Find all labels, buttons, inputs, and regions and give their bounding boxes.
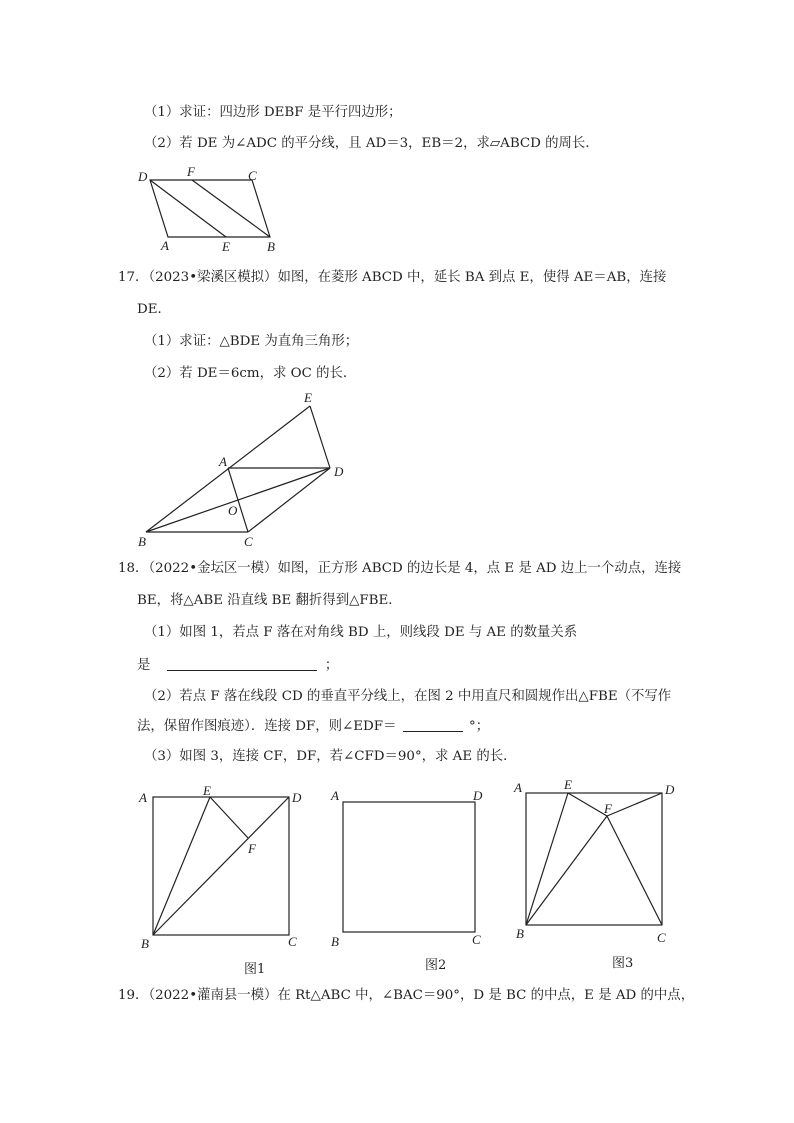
q17-part2: （2）若 DE＝6cm，求 OC 的长． bbox=[144, 366, 357, 381]
q16-part1: （1）求证：四边形 DEBF 是平行四边形； bbox=[144, 105, 402, 120]
diagonal-ac bbox=[228, 468, 248, 532]
q18-part1-b bbox=[137, 656, 338, 675]
label-b: B bbox=[267, 239, 275, 254]
segment-fc bbox=[607, 816, 662, 925]
label-b: B bbox=[141, 936, 149, 951]
segment-ef bbox=[210, 797, 248, 838]
q17-line2: DE． bbox=[137, 302, 171, 317]
label-c: C bbox=[244, 534, 253, 549]
square-abcd bbox=[343, 802, 475, 932]
q18-part2-b-pre: 法，保留作图痕迹）．连接 DF，则∠EDF＝ bbox=[137, 719, 397, 734]
figure-1-caption: 图1 bbox=[244, 962, 266, 977]
q18-part1-b-pre: 是 bbox=[137, 658, 151, 673]
q19-line1: 19．（2022•灌南县一模）在 Rt△ABC 中，∠BAC＝90°，D 是 BC 的中点，E 是 AD 的中点， bbox=[118, 988, 695, 1003]
label-e: E bbox=[203, 783, 211, 798]
q18-part2-b bbox=[137, 717, 489, 736]
label-c: C bbox=[288, 934, 297, 949]
label-c: C bbox=[248, 168, 257, 183]
answer-blank-2[interactable] bbox=[403, 717, 463, 732]
q18-part3: （3）如图 3，连接 CF，DF，若∠CFD＝90°，求 AE 的长． bbox=[144, 749, 517, 764]
label-d: D bbox=[473, 788, 483, 803]
q18-part2-b-post: °； bbox=[469, 719, 490, 734]
q18-part1-b-post: ； bbox=[324, 658, 339, 673]
label-o: O bbox=[228, 503, 238, 518]
segment-ef bbox=[568, 793, 607, 816]
parallelogram-abcd bbox=[150, 180, 270, 237]
q18-part2-a: （2）若点 F 落在线段 CD 的垂直平分线上，在图 2 中用直尺和圆规作出△FBE（不写作 bbox=[144, 689, 672, 704]
label-a: A bbox=[139, 790, 147, 805]
label-e: E bbox=[304, 390, 312, 405]
segment-fd bbox=[607, 793, 662, 816]
label-a: A bbox=[219, 454, 227, 469]
segment-dc bbox=[248, 468, 330, 532]
q18-line1: 18．（2022•金坛区一模）如图，正方形 ABCD 的边长是 4，点 E 是 AD 边上一个动点，连接 bbox=[118, 561, 682, 576]
q18-line2: BE，将△ABE 沿直线 BE 翻折得到△FBE． bbox=[137, 593, 402, 608]
label-e: E bbox=[564, 777, 572, 792]
label-a: A bbox=[331, 788, 339, 803]
figure-3-caption: 图3 bbox=[612, 956, 634, 971]
q16-parallelogram-figure bbox=[130, 164, 290, 256]
segment-ed bbox=[310, 406, 330, 468]
segment-be bbox=[526, 793, 568, 925]
label-c: C bbox=[472, 932, 481, 947]
q16-part2: （2）若 DE 为∠ADC 的平分线，且 AD＝3，EB＝2，求▱ABCD 的周长． bbox=[144, 136, 599, 151]
label-b: B bbox=[138, 534, 146, 549]
label-d: D bbox=[292, 790, 302, 805]
label-f: F bbox=[187, 164, 195, 179]
segment-fb bbox=[192, 180, 270, 237]
figure-2-caption: 图2 bbox=[425, 958, 447, 973]
q17-line1: 17．（2023•梁溪区模拟）如图，在菱形 ABCD 中，延长 BA 到点 E，使得 AE＝AB，连接 bbox=[118, 270, 667, 285]
segment-de bbox=[150, 180, 226, 237]
segment-be bbox=[153, 797, 210, 935]
label-e: E bbox=[222, 239, 230, 254]
segment-bf bbox=[526, 816, 607, 925]
label-d: D bbox=[138, 169, 148, 184]
label-d: D bbox=[334, 464, 344, 479]
label-f: F bbox=[604, 801, 612, 816]
answer-blank-1[interactable] bbox=[167, 656, 317, 671]
q17-part1: （1）求证：△BDE 为直角三角形； bbox=[144, 334, 359, 349]
label-b: B bbox=[331, 934, 339, 949]
q18-figure-2 bbox=[325, 780, 495, 950]
label-a: A bbox=[161, 238, 169, 253]
label-b: B bbox=[516, 926, 524, 941]
label-d: D bbox=[665, 782, 675, 797]
label-a: A bbox=[514, 780, 522, 795]
label-f: F bbox=[248, 841, 256, 856]
q18-part1-a: （1）如图 1，若点 F 落在对角线 BD 上，则线段 DE 与 AE 的数量关系 bbox=[144, 625, 578, 640]
q18-figure-1 bbox=[130, 780, 310, 950]
diagonal-bd bbox=[153, 797, 289, 935]
q18-figure-3 bbox=[510, 776, 680, 948]
q17-rhombus-figure bbox=[130, 388, 360, 550]
label-c: C bbox=[657, 930, 666, 945]
